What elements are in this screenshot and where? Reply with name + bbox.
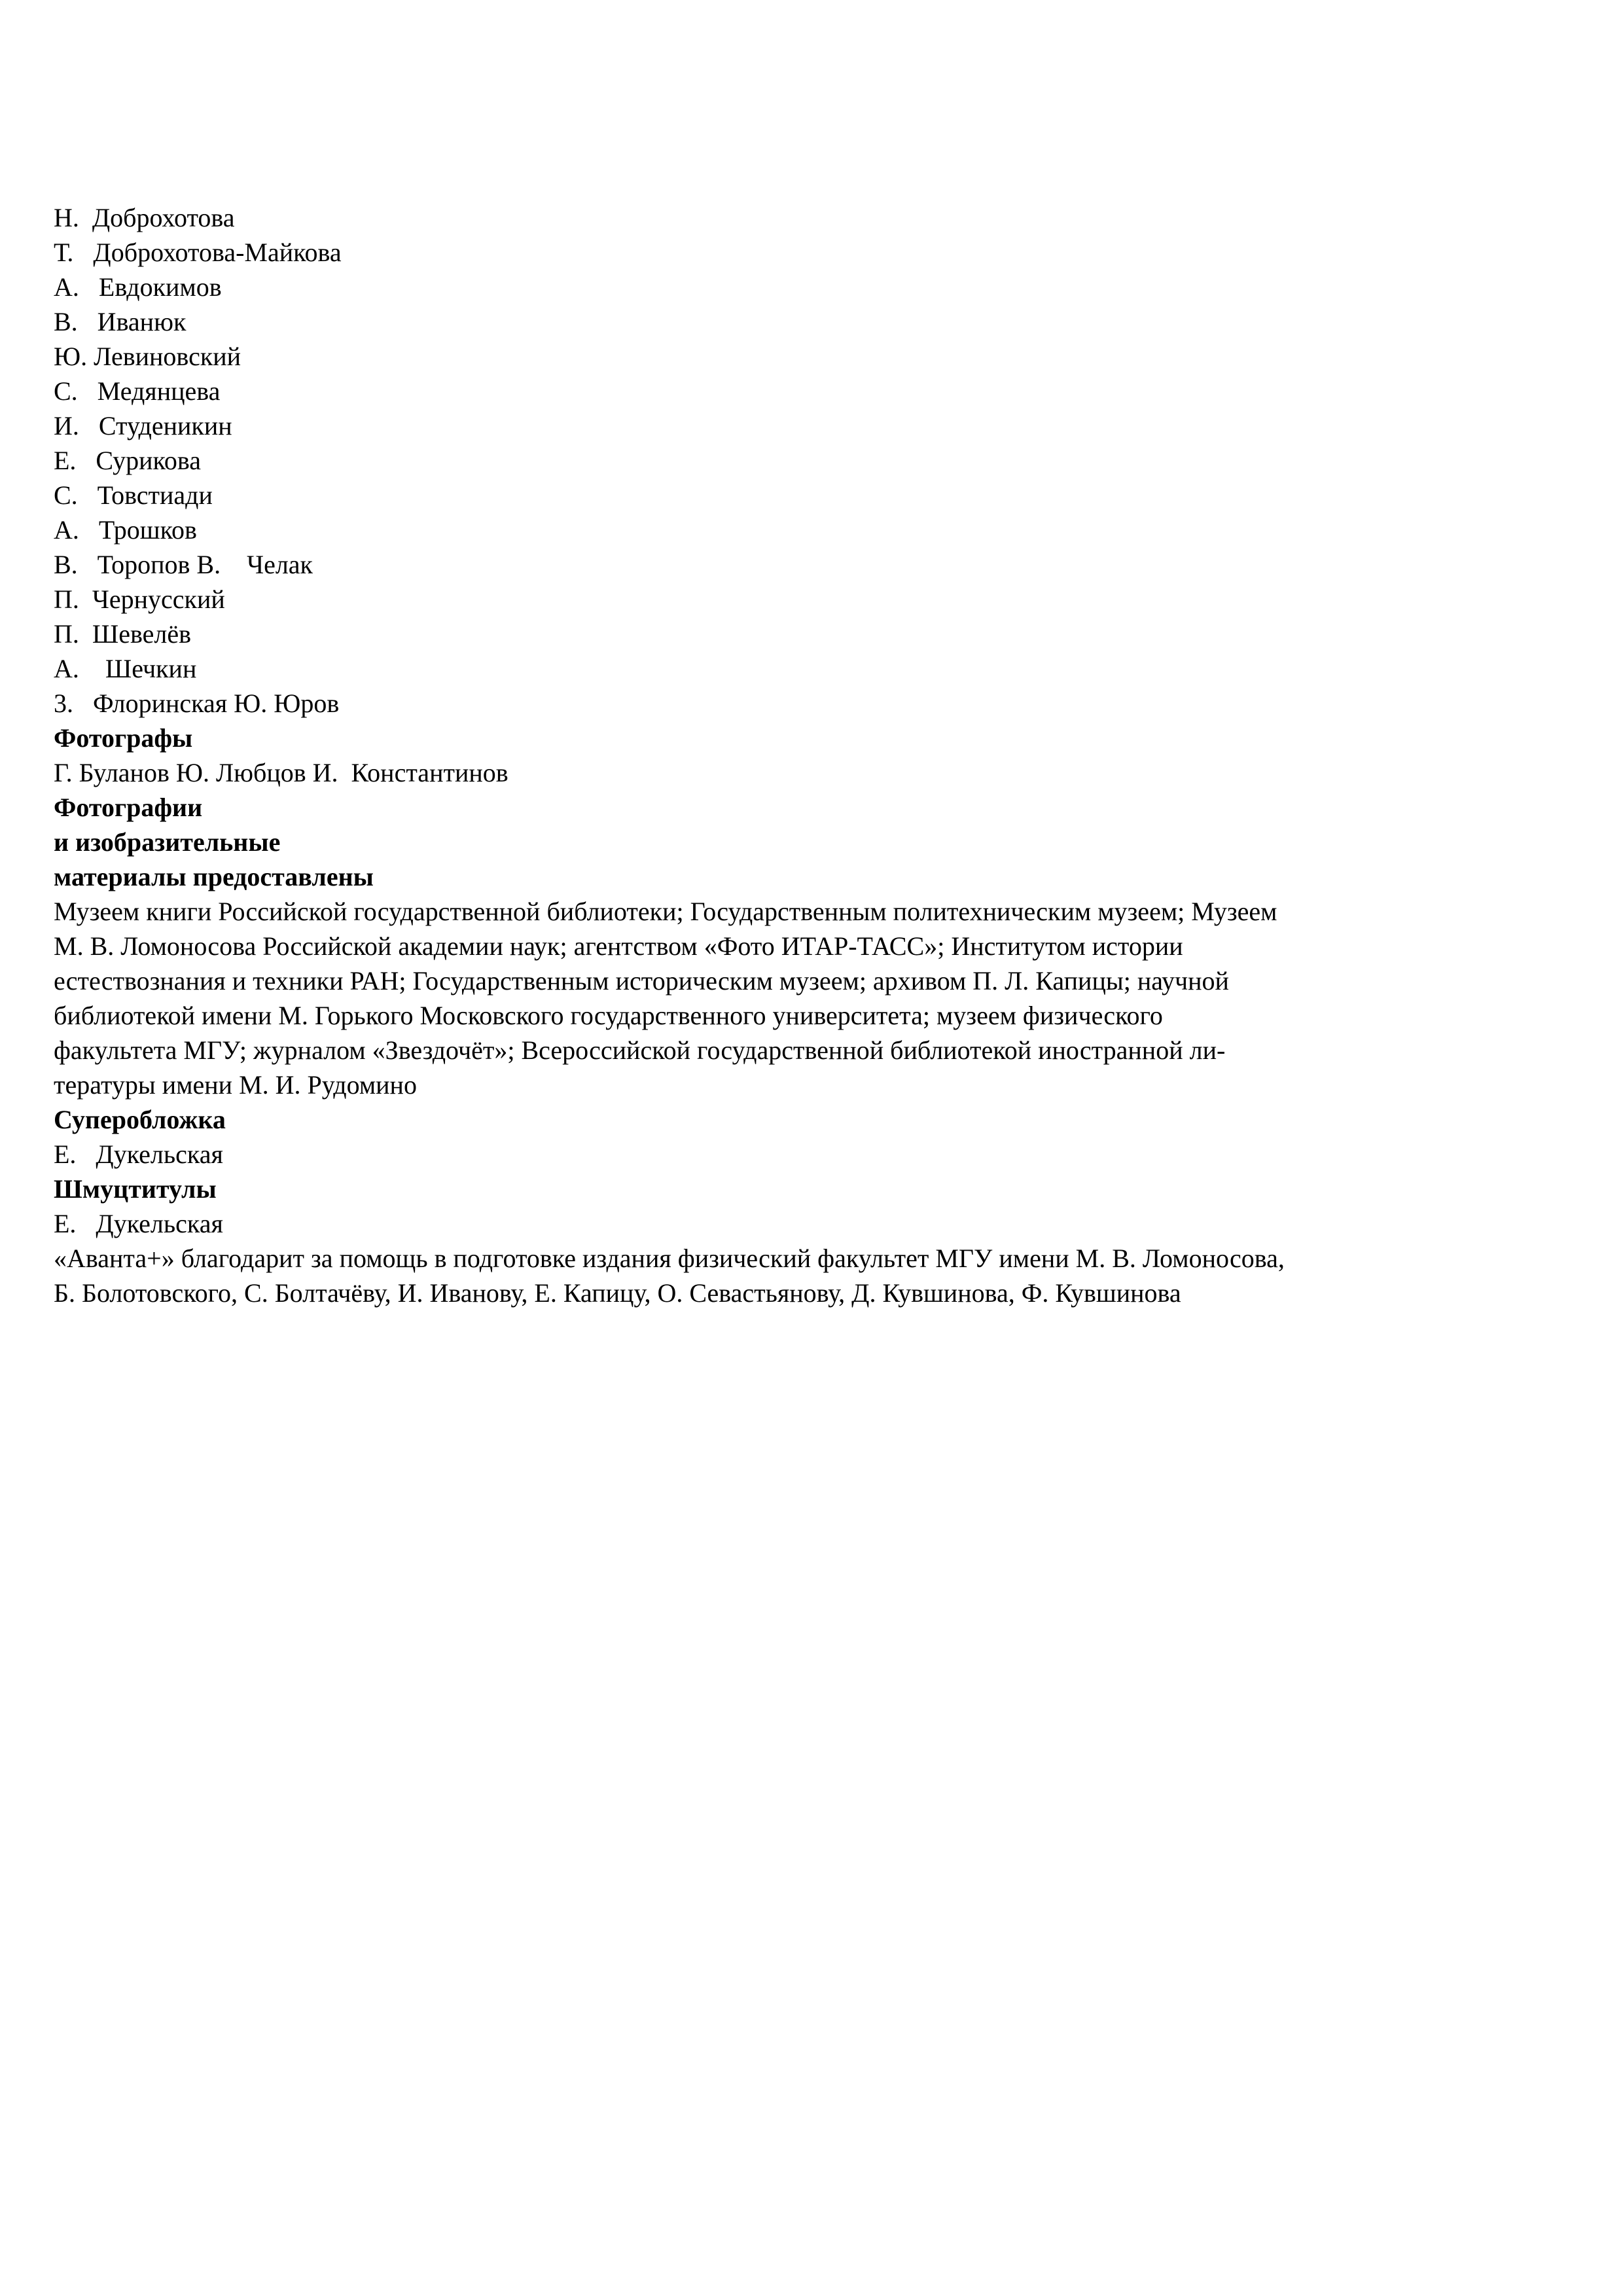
name-item: Ю. Левиновский xyxy=(54,342,241,371)
materials-heading-line: Фотографии xyxy=(54,793,203,822)
materials-text xyxy=(54,894,1493,1102)
photographers-text: Г. Буланов Ю. Любцов И. Константинов xyxy=(54,758,508,787)
photographers-heading: Фотографы xyxy=(54,723,193,753)
name-item: Н. Доброхотова xyxy=(54,203,235,232)
materials-section xyxy=(54,790,1513,1102)
name-item: А. Шечкин xyxy=(54,654,197,683)
photographers-section xyxy=(54,721,1513,790)
materials-text-line: естествознания и техники РАН; Государственным историческим музеем; архивом П. Л. Капицы; научной xyxy=(54,966,1229,996)
half-titles-heading: Шмуцтитулы xyxy=(54,1174,217,1204)
materials-text-line: тературы имени М. И. Рудомино xyxy=(54,1070,417,1100)
half-titles-section xyxy=(54,1172,1513,1241)
name-item: С. Медянцева xyxy=(54,376,221,406)
name-item: В. Иванюк xyxy=(54,307,187,336)
name-item: В. Торопов В. Челак xyxy=(54,550,313,579)
name-item: Т. Доброхотова-Майкова xyxy=(54,238,342,267)
credits-page xyxy=(54,200,1513,1310)
name-item: А. Евдокимов xyxy=(54,272,222,302)
materials-text-line: факультета МГУ; журналом «Звездочёт»; Всероссийской государственной библиотекой иностранной ли- xyxy=(54,1035,1226,1065)
materials-heading-line: и изобразительные xyxy=(54,827,281,857)
names-list xyxy=(54,200,1513,721)
materials-text-line: Музеем книги Российской государственной библиотеки; Государственным политехническим музеем; Музеем xyxy=(54,897,1277,926)
cover-heading: Суперобложка xyxy=(54,1105,226,1134)
cover-text: Е. Дукельская xyxy=(54,1139,223,1169)
name-item: П. Шевелёв xyxy=(54,619,191,649)
cover-section xyxy=(54,1102,1513,1172)
thanks-line: Б. Болотовского, С. Болтачёву, И. Иванову, Е. Капицу, О. Севастьянову, Д. Кувшинова, Ф. Кувшинова xyxy=(54,1278,1181,1308)
name-item: А. Трошков xyxy=(54,515,197,545)
thanks-line: «Аванта+» благодарит за помощь в подготовке издания физический факультет МГУ имени М. В. Ломоносова, xyxy=(54,1244,1285,1273)
name-item: И. Студеникин xyxy=(54,411,232,440)
materials-heading-line: материалы предоставлены xyxy=(54,862,374,891)
thanks-paragraph xyxy=(54,1241,1493,1310)
name-item: С. Товстиади xyxy=(54,480,213,510)
name-item: Е. Сурикова xyxy=(54,446,202,475)
half-titles-text: Е. Дукельская xyxy=(54,1209,223,1238)
materials-text-line: М. В. Ломоносова Российской академии наук; агентством «Фото ИТАР-ТАСС»; Институтом истории xyxy=(54,931,1183,961)
name-item: П. Чернусский xyxy=(54,584,225,614)
materials-text-line: библиотекой имени М. Горького Московского государственного университета; музеем физического xyxy=(54,1001,1163,1030)
name-item: 3. Флоринская Ю. Юров xyxy=(54,689,340,718)
